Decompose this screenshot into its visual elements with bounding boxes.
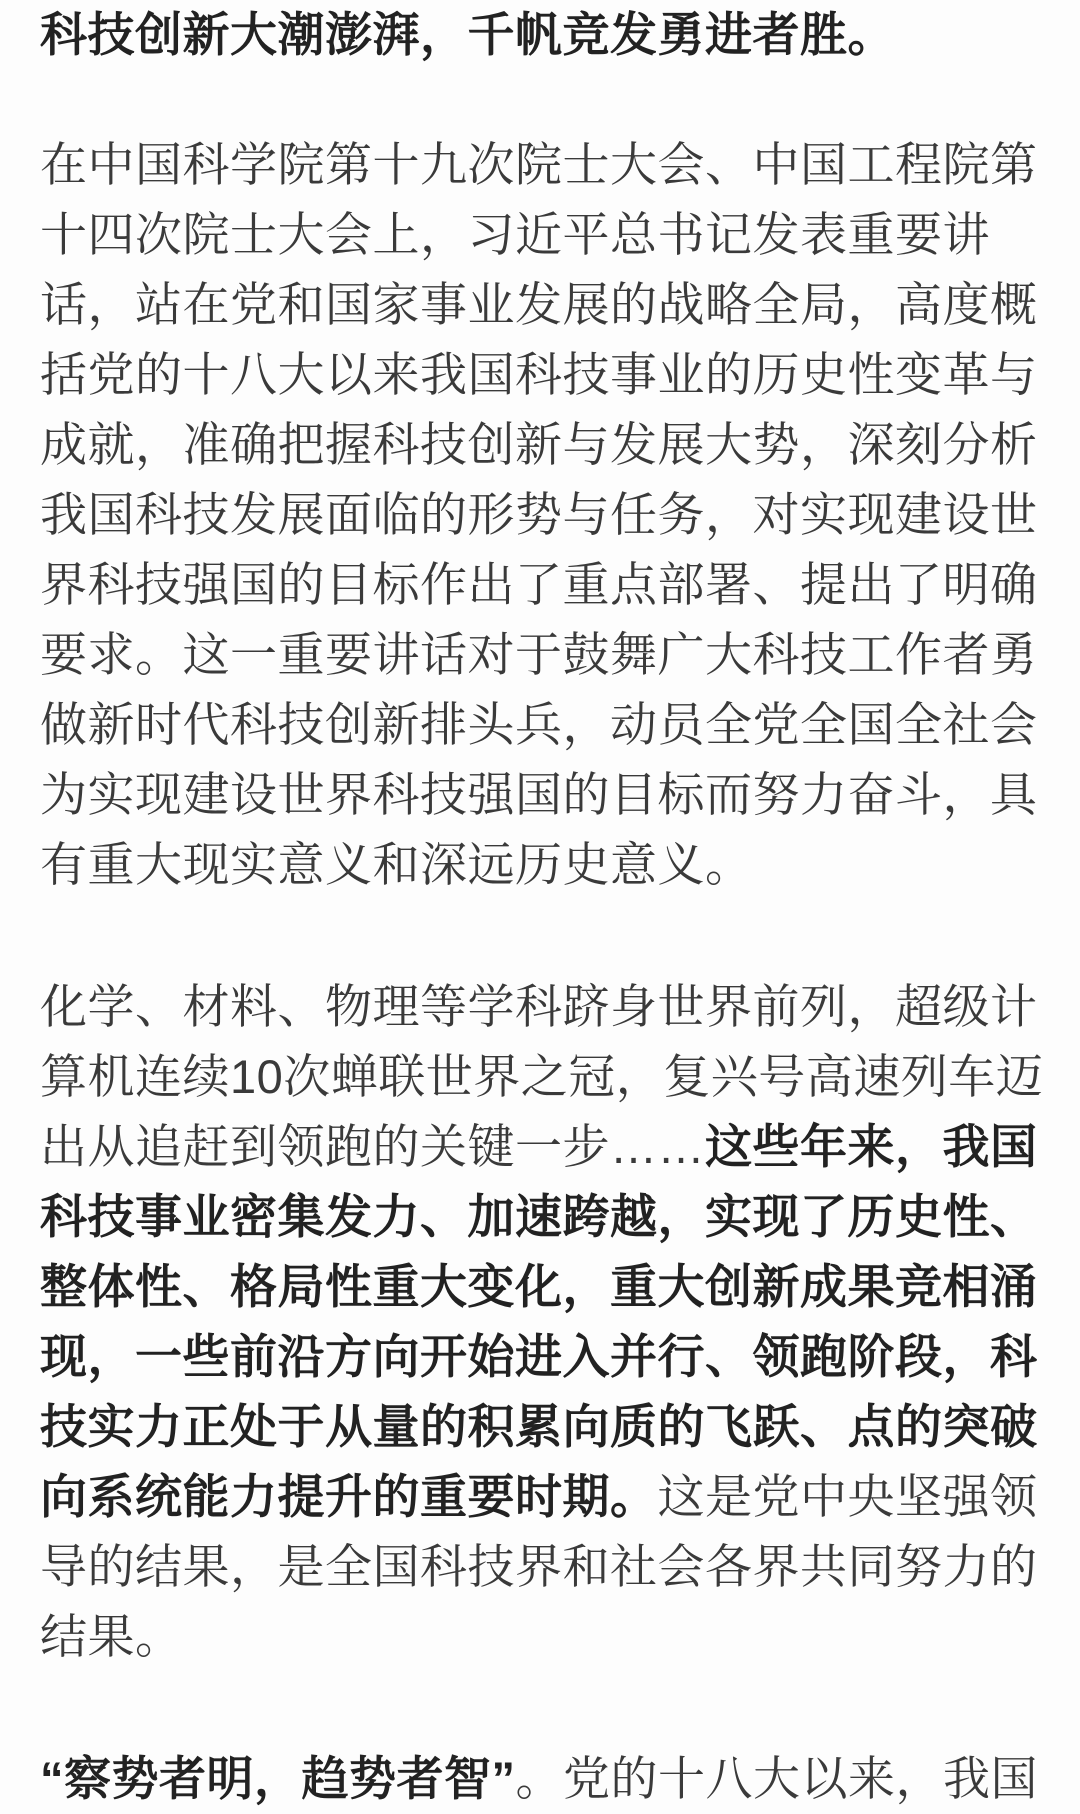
text-line <box>40 1392 1040 1462</box>
text-run: 化学、材料、物理等学科跻身世界前列，超级计 <box>40 980 1038 1033</box>
text-line <box>40 1532 1040 1602</box>
text-line <box>40 200 1040 270</box>
paragraph-quote <box>40 1744 1040 1814</box>
text-run: 括党的十八大以来我国科技事业的历史性变革与 <box>40 348 1038 401</box>
text-run: 有重大现实意义和深远历史意义。 <box>40 838 753 891</box>
text-run: 算机连续10次蝉联世界之冠，复兴号高速列车迈 <box>40 1050 1044 1103</box>
bold-text-run: 这些年来，我国 <box>705 1120 1038 1173</box>
text-run: 十四次院士大会上，习近平总书记发表重要讲 <box>40 208 990 261</box>
text-line <box>40 550 1040 620</box>
text-line <box>40 1602 1040 1672</box>
text-line <box>40 830 1040 900</box>
text-run: 成就，准确把握科技创新与发展大势，深刻分析 <box>40 418 1038 471</box>
text-run: 。党的十八大以来，我国 <box>515 1752 1038 1805</box>
text-line <box>40 1252 1040 1322</box>
text-line <box>40 340 1040 410</box>
text-line <box>40 1042 1044 1112</box>
text-line <box>40 1112 1040 1182</box>
text-line <box>40 620 1040 690</box>
text-line <box>40 1182 1040 1252</box>
text-run: 界科技强国的目标作出了重点部署、提出了明确 <box>40 558 1038 611</box>
bold-text-run: 科技事业密集发力、加速跨越，实现了历史性、 <box>40 1190 1038 1243</box>
text-run: 要求。这一重要讲话对于鼓舞广大科技工作者勇 <box>40 628 1038 681</box>
paragraph-speech <box>40 130 1040 900</box>
text-line <box>40 0 1040 70</box>
bold-text-run: 科技创新大潮澎湃，千帆竞发勇进者胜。 <box>40 8 895 61</box>
lead-sentence <box>40 0 1040 70</box>
text-run: 结果。 <box>40 1610 183 1663</box>
text-line <box>40 690 1040 760</box>
text-line <box>40 270 1040 340</box>
text-run: 为实现建设世界科技强国的目标而努力奋斗，具 <box>40 768 1038 821</box>
text-run: 做新时代科技创新排头兵，动员全党全国全社会 <box>40 698 1038 751</box>
text-run: 话，站在党和国家事业发展的战略全局，高度概 <box>40 278 1038 331</box>
text-line <box>40 1322 1040 1392</box>
bold-text-run: 现，一些前沿方向开始进入并行、领跑阶段，科 <box>40 1330 1038 1383</box>
text-run: 导的结果，是全国科技界和社会各界共同努力的 <box>40 1540 1038 1593</box>
text-run: 出从追赶到领跑的关键一步…… <box>40 1120 705 1173</box>
text-run: 这是党中央坚强领 <box>657 1470 1038 1523</box>
text-run: 我国科技发展面临的形势与任务，对实现建设世 <box>40 488 1038 541</box>
text-line <box>40 760 1040 830</box>
paragraph-achievements <box>40 972 1044 1672</box>
bold-text-run: 整体性、格局性重大变化，重大创新成果竞相涌 <box>40 1260 1038 1313</box>
text-line <box>40 1462 1040 1532</box>
text-line <box>40 410 1040 480</box>
bold-text-run: “察势者明，趋势者智” <box>40 1752 516 1805</box>
text-line <box>40 1744 1040 1814</box>
text-line <box>40 972 1040 1042</box>
text-run: 在中国科学院第十九次院士大会、中国工程院第 <box>40 138 1038 191</box>
text-line <box>40 480 1040 550</box>
text-line <box>40 130 1040 200</box>
bold-text-run: 技实力正处于从量的积累向质的飞跃、点的突破 <box>40 1400 1038 1453</box>
bold-text-run: 向系统能力提升的重要时期。 <box>40 1470 658 1523</box>
